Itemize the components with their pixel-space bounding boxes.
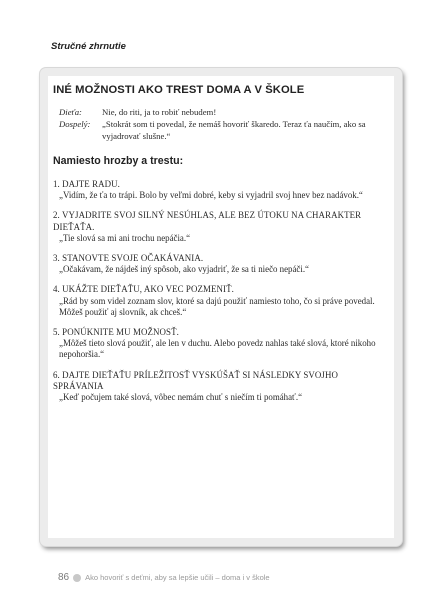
speech-text: Nie, do riti, ja to robiť nebudem!	[102, 107, 217, 117]
tip-item	[53, 253, 384, 275]
subheading: Namiesto hrozby a trestu:	[53, 155, 184, 167]
page-footer	[58, 572, 270, 583]
tip-heading: 5. PONÚKNITE MU MOŽNOSŤ.	[53, 327, 179, 338]
section-label: Stručné zhrnutie	[51, 41, 126, 52]
tip-quote: „Môžeš tieto slová použiť, ale len v duchu. Alebo povedz nahlas také slová, ktoré nikoho nepohoršia.“	[59, 338, 376, 360]
page-number: 86	[58, 572, 70, 583]
running-title: Ako hovoriť s deťmi, aby sa lepšie učili – doma i v škole	[85, 573, 270, 582]
tip-item	[53, 370, 384, 404]
box-title: INÉ MOŽNOSTI AKO TREST DOMA A V ŠKOLE	[53, 84, 305, 96]
tip-quote: „Vidím, že ťa to trápi. Bolo by veľmi dobré, keby si vyjadril svoj hnev bez nadávok.“	[59, 190, 363, 201]
tip-heading: 4. UKÁŽTE DIEŤAŤU, AKO VEC POZMENIŤ.	[53, 284, 234, 295]
speaker-label: Dieťa:	[59, 107, 82, 117]
bullet-dot-icon	[73, 574, 81, 582]
dialog-line	[53, 106, 384, 118]
tip-item	[53, 179, 384, 201]
tip-heading: 3. STANOVTE SVOJE OČAKÁVANIA.	[53, 253, 204, 264]
tip-quote: „Rád by som videl zoznam slov, ktoré sa dajú použiť namiesto toho, čo si práve povedal. Môžeš použiť aj slovník, ak chceš.“	[59, 295, 375, 317]
tip-quote: „Keď počujem také slová, vôbec nemám chuť s niečím ti pomáhať.“	[59, 392, 303, 403]
tip-item	[53, 327, 384, 361]
tip-item	[53, 284, 384, 318]
tip-item	[53, 210, 384, 244]
tip-quote: „Očakávam, že nájdeš iný spôsob, ako vyjadriť, že sa ti niečo nepáči.“	[59, 264, 309, 275]
summary-box	[40, 68, 402, 546]
summary-box-content	[48, 76, 394, 538]
tip-heading: 6. DAJTE DIEŤAŤU PRÍLEŽITOSŤ VYSKÚŠAŤ SI NÁSLEDKY SVOJHO SPRÁVANIA	[53, 369, 338, 391]
tip-quote: „Tie slová sa mi ani trochu nepáčia.“	[59, 232, 191, 243]
tip-heading: 1. DAJTE RADU.	[53, 179, 120, 189]
dialog	[53, 106, 384, 142]
speech-text: „Stokrát som ti povedal, že nemáš hovoriť škaredo. Teraz ťa naučím, ako sa vyjadrovať slušne.“	[102, 119, 366, 141]
tips-list	[53, 179, 384, 403]
tip-heading: 2. VYJADRITE SVOJ SILNÝ NESÚHLAS, ALE BEZ ÚTOKU NA CHARAKTER DIEŤAŤA.	[53, 210, 362, 232]
dialog-line	[53, 118, 384, 142]
speaker-label: Dospelý:	[59, 119, 91, 129]
